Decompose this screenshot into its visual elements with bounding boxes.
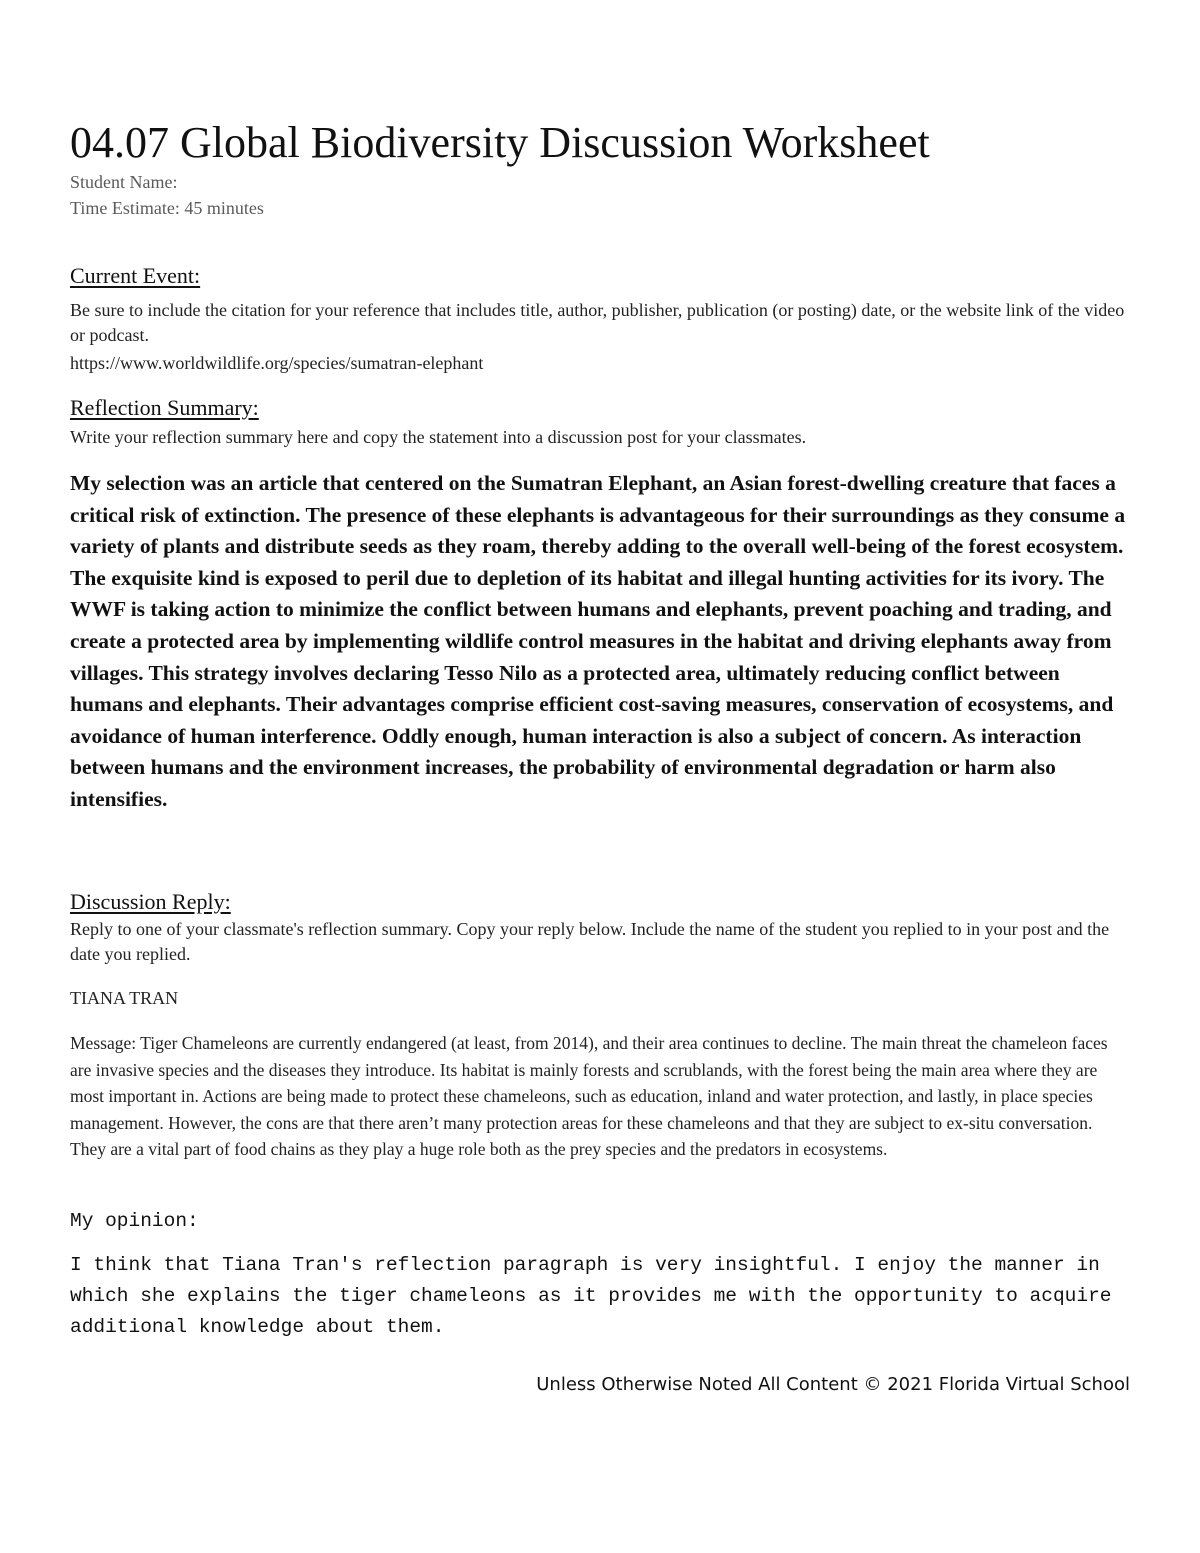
opinion-label: My opinion: xyxy=(70,1210,199,1232)
time-estimate: Time Estimate: 45 minutes xyxy=(70,198,264,218)
citation-link: https://www.worldwildlife.org/species/sumatran-elephant xyxy=(70,353,484,373)
discussion-reply-instructions: Reply to one of your classmate's reflection summary. Copy your reply below. Include the name of the student you replied to in your post and the date you replied. xyxy=(70,919,1110,964)
reflection-summary-text: My selection was an article that centered on the Sumatran Elephant, an Asian forest-dwelling creature that faces a critical risk of extinction. The presence of these elephants is advantageous for their surroundings as they consume a variety of plants and distribute seeds as they roam, thereby adding to the overall well-being of the forest ecosystem. The exquisite kind is exposed to peril due to depletion of its habitat and illegal hunting activities for its ivory. The WWF is taking action to minimize the conflict between humans and elephants, prevent poaching and trading, and create a protected area by implementing wildlife control measures in the habitat and driving elephants away from villages. This strategy involves declaring Tesso Nilo as a protected area, ultimately reducing conflict between humans and elephants. Their advantages comprise efficient cost-saving measures, conservation of ecosystems, and avoidance of human interference. Oddly enough, human interaction is also a subject of concern. As interaction between humans and the environment increases, the probability of environmental degradation or harm also intensifies. xyxy=(70,471,1126,811)
copyright-footer: Unless Otherwise Noted All Content © 2021 Florida Virtual School xyxy=(536,1374,1130,1395)
student-name-label: Student Name: xyxy=(70,172,178,192)
discussion-reply-heading: Discussion Reply: xyxy=(70,889,231,914)
reflection-summary-instructions: Write your reflection summary here and copy the statement into a discussion post for your classmates. xyxy=(70,427,807,447)
opinion-text: I think that Tiana Tran's reflection paragraph is very insightful. I enjoy the manner in which she explains the tiger chameleons as it provides me with the opportunity to acquire additional knowledge about them. xyxy=(70,1254,1112,1338)
replied-student-name: TIANA TRAN xyxy=(70,988,179,1008)
current-event-heading: Current Event: xyxy=(70,263,201,288)
reflection-summary-heading: Reflection Summary: xyxy=(70,395,259,420)
page-title: 04.07 Global Biodiversity Discussion Worksheet xyxy=(70,118,930,167)
classmate-message: Message: Tiger Chameleons are currently endangered (at least, from 2014), and their area continues to decline. The main threat the chameleon faces are invasive species and the diseases they introduce. Its habitat is mainly forests and scrublands, with the forest being the main area where they are most important in. Actions are being made to protect these chameleons, such as education, inland and water protection, and lastly, in place species management. However, the cons are that there aren’t many protection areas for these chameleons and that they are subject to ex-situ conversation. They are a vital part of food chains as they play a huge role both as the prey species and the predators in ecosystems. xyxy=(70,1033,1108,1159)
current-event-instructions: Be sure to include the citation for your reference that includes title, author, publisher, publication (or posting) date, or the website link of the video or podcast. xyxy=(70,300,1125,345)
